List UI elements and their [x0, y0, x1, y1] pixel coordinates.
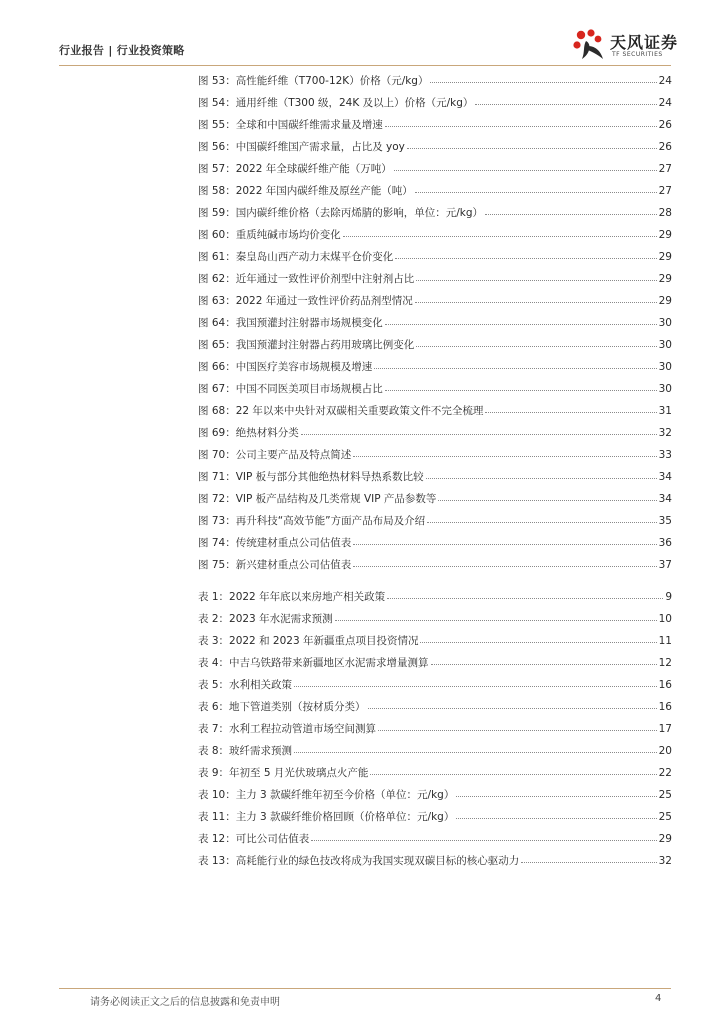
- figure-list: [198, 66, 672, 572]
- figure-entry[interactable]: [198, 396, 672, 418]
- dot-leader: [353, 456, 656, 457]
- toc-entry-title: 图 67：中国不同医美项目市场规模占比: [198, 383, 383, 395]
- toc-entry-title: 图 56：中国碳纤维国产需求量，占比及 yoy: [198, 141, 405, 153]
- toc-entry-title: 图 54：通用纤维（T300 级，24K 及以上）价格（元/kg）: [198, 97, 474, 109]
- toc-page-number: 29: [658, 273, 672, 285]
- figure-entry[interactable]: [198, 308, 672, 330]
- dot-leader: [387, 598, 663, 599]
- dot-leader: [294, 686, 657, 687]
- dot-leader: [427, 522, 657, 523]
- figure-entry[interactable]: [198, 330, 672, 352]
- dot-leader: [385, 390, 657, 391]
- figure-entry[interactable]: [198, 440, 672, 462]
- table-entry[interactable]: [198, 824, 672, 846]
- table-of-contents: [198, 66, 672, 868]
- toc-page-number: 9: [665, 591, 672, 603]
- dot-leader: [475, 104, 656, 105]
- figure-entry[interactable]: [198, 264, 672, 286]
- toc-page-number: 25: [658, 811, 672, 823]
- toc-page-number: 24: [658, 97, 672, 109]
- toc-entry-title: 图 75：新兴建材重点公司估值表: [198, 559, 352, 571]
- table-list: [198, 582, 672, 868]
- table-entry[interactable]: [198, 846, 672, 868]
- toc-entry-title: 图 58：2022 年国内碳纤维及原丝产能（吨）: [198, 185, 413, 197]
- dot-leader: [294, 752, 657, 753]
- dot-leader: [430, 82, 656, 83]
- dot-leader: [395, 258, 656, 259]
- toc-entry-title: 图 72：VIP 板产品结构及几类常规 VIP 产品参数等: [198, 493, 437, 505]
- toc-page-number: 16: [658, 701, 672, 713]
- figure-entry[interactable]: [198, 352, 672, 374]
- toc-page-number: 34: [658, 493, 672, 505]
- toc-entry-title: 图 59：国内碳纤维价格（去除丙烯腈的影响，单位：元/kg）: [198, 207, 483, 219]
- dot-leader: [431, 664, 657, 665]
- toc-page-number: 26: [658, 119, 672, 131]
- toc-page-number: 32: [658, 427, 672, 439]
- dot-leader: [415, 192, 657, 193]
- toc-page-number: 34: [658, 471, 672, 483]
- dot-leader: [485, 412, 656, 413]
- report-category: 行业报告 | 行业投资策略: [59, 44, 185, 57]
- toc-entry-title: 表 5：水利相关政策: [198, 679, 293, 691]
- toc-page-number: 16: [658, 679, 672, 691]
- figure-entry[interactable]: [198, 242, 672, 264]
- toc-entry-title: 表 2：2023 年水泥需求预测: [198, 613, 333, 625]
- dot-leader: [343, 236, 657, 237]
- dot-leader: [378, 730, 657, 731]
- toc-page-number: 30: [658, 339, 672, 351]
- toc-page-number: 27: [658, 185, 672, 197]
- figure-entry[interactable]: [198, 418, 672, 440]
- figure-entry[interactable]: [198, 110, 672, 132]
- dot-leader: [456, 796, 656, 797]
- toc-entry-title: 表 10：主力 3 款碳纤维年初至今价格（单位：元/kg）: [198, 789, 455, 801]
- toc-page-number: 32: [658, 855, 672, 867]
- dot-leader: [407, 148, 657, 149]
- toc-page-number: 37: [658, 559, 672, 571]
- toc-page-number: 33: [658, 449, 672, 461]
- dot-leader: [368, 708, 657, 709]
- logo-chinese-name: 天风证券: [610, 33, 679, 52]
- toc-entry-title: 图 61：秦皇岛山西产动力末煤平仓价变化: [198, 251, 394, 263]
- figure-entry[interactable]: [198, 286, 672, 308]
- flower-logo-icon: [570, 26, 608, 64]
- figure-entry[interactable]: [198, 66, 672, 88]
- figure-entry[interactable]: [198, 374, 672, 396]
- figure-entry[interactable]: [198, 198, 672, 220]
- toc-page-number: 30: [658, 361, 672, 373]
- toc-page-number: 35: [658, 515, 672, 527]
- table-entry[interactable]: [198, 736, 672, 758]
- table-entry[interactable]: [198, 648, 672, 670]
- dot-leader: [420, 642, 656, 643]
- toc-entry-title: 表 13：高耗能行业的绿色技改将成为我国实现双碳目标的核心驱动力: [198, 855, 520, 867]
- dot-leader: [301, 434, 657, 435]
- dot-leader: [353, 566, 656, 567]
- toc-entry-title: 图 71：VIP 板与部分其他绝热材料导热系数比较: [198, 471, 424, 483]
- dot-leader: [521, 862, 656, 863]
- toc-page-number: 25: [658, 789, 672, 801]
- toc-entry-title: 图 60：重质纯碱市场均价变化: [198, 229, 341, 241]
- figure-entry[interactable]: [198, 550, 672, 572]
- toc-page-number: 11: [658, 635, 672, 647]
- dot-leader: [456, 818, 656, 819]
- disclaimer-text: 请务必阅读正文之后的信息披露和免责申明: [90, 997, 280, 1008]
- logo-english-name: TF SECURITIES: [612, 51, 663, 58]
- toc-page-number: 29: [658, 251, 672, 263]
- toc-entry-title: 图 57：2022 年全球碳纤维产能（万吨）: [198, 163, 392, 175]
- toc-entry-title: 图 66：中国医疗美容市场规模及增速: [198, 361, 373, 373]
- toc-entry-title: 图 53：高性能纤维（T700-12K）价格（元/kg）: [198, 75, 429, 87]
- toc-entry-title: 表 8：玻纤需求预测: [198, 745, 293, 757]
- toc-entry-title: 图 65：我国预灌封注射器占药用玻璃比例变化: [198, 339, 415, 351]
- dot-leader: [385, 324, 657, 325]
- toc-entry-title: 表 6：地下管道类别（按材质分类）: [198, 701, 366, 713]
- company-logo: [570, 26, 680, 66]
- toc-entry-title: 表 11：主力 3 款碳纤维价格回顾（价格单位：元/kg）: [198, 811, 455, 823]
- toc-page-number: 31: [658, 405, 672, 417]
- toc-entry-title: 图 62：近年通过一致性评价剂型中注射剂占比: [198, 273, 415, 285]
- toc-entry-title: 图 74：传统建材重点公司估值表: [198, 537, 352, 549]
- toc-entry-title: 图 69：绝热材料分类: [198, 427, 299, 439]
- table-entry[interactable]: [198, 582, 672, 604]
- table-entry[interactable]: [198, 692, 672, 714]
- dot-leader: [335, 620, 657, 621]
- figure-entry[interactable]: [198, 462, 672, 484]
- footer-divider: [59, 988, 671, 989]
- dot-leader: [485, 214, 657, 215]
- toc-entry-title: 表 7：水利工程拉动管道市场空间测算: [198, 723, 377, 735]
- toc-page-number: 26: [658, 141, 672, 153]
- dot-leader: [416, 346, 656, 347]
- table-entry[interactable]: [198, 670, 672, 692]
- toc-page-number: 28: [658, 207, 672, 219]
- toc-entry-title: 表 3：2022 和 2023 年新疆重点项目投资情况: [198, 635, 419, 647]
- dot-leader: [353, 544, 656, 545]
- toc-page-number: 30: [658, 317, 672, 329]
- dot-leader: [394, 170, 657, 171]
- toc-entry-title: 表 1：2022 年年底以来房地产相关政策: [198, 591, 386, 603]
- dot-leader: [311, 840, 656, 841]
- dot-leader: [438, 500, 656, 501]
- figure-entry[interactable]: [198, 176, 672, 198]
- toc-entry-title: 表 9：年初至 5 月光伏玻璃点火产能: [198, 767, 369, 779]
- toc-entry-title: 图 55：全球和中国碳纤维需求量及增速: [198, 119, 383, 131]
- toc-page-number: 30: [658, 383, 672, 395]
- section-gap: [198, 572, 672, 582]
- toc-page-number: 12: [658, 657, 672, 669]
- toc-page-number: 29: [658, 229, 672, 241]
- dot-leader: [426, 478, 657, 479]
- figure-entry[interactable]: [198, 88, 672, 110]
- table-entry[interactable]: [198, 604, 672, 626]
- figure-entry[interactable]: [198, 220, 672, 242]
- toc-entry-title: 图 63：2022 年通过一致性评价药品剂型情况: [198, 295, 413, 307]
- toc-page-number: 17: [658, 723, 672, 735]
- toc-page-number: 29: [658, 833, 672, 845]
- dot-leader: [415, 302, 657, 303]
- toc-page-number: 27: [658, 163, 672, 175]
- toc-entry-title: 表 12：可比公司估值表: [198, 833, 310, 845]
- dot-leader: [416, 280, 656, 281]
- toc-page-number: 24: [658, 75, 672, 87]
- dot-leader: [374, 368, 656, 369]
- figure-entry[interactable]: [198, 484, 672, 506]
- figure-entry[interactable]: [198, 132, 672, 154]
- figure-entry[interactable]: [198, 154, 672, 176]
- table-entry[interactable]: [198, 626, 672, 648]
- toc-page-number: 20: [658, 745, 672, 757]
- toc-entry-title: 图 64：我国预灌封注射器市场规模变化: [198, 317, 383, 329]
- table-entry[interactable]: [198, 758, 672, 780]
- toc-page-number: 36: [658, 537, 672, 549]
- dot-leader: [385, 126, 657, 127]
- table-entry[interactable]: [198, 714, 672, 736]
- dot-leader: [370, 774, 656, 775]
- figure-entry[interactable]: [198, 506, 672, 528]
- toc-entry-title: 表 4：中吉乌铁路带来新疆地区水泥需求增量测算: [198, 657, 429, 669]
- toc-page-number: 22: [658, 767, 672, 779]
- toc-entry-title: 图 73：再升科技“高效节能”方面产品布局及介绍: [198, 515, 426, 527]
- figure-entry[interactable]: [198, 528, 672, 550]
- toc-entry-title: 图 68：22 年以来中央针对双碳相关重要政策文件不完全梳理: [198, 405, 484, 417]
- table-entry[interactable]: [198, 802, 672, 824]
- page-number: 4: [655, 993, 662, 1004]
- toc-page-number: 10: [658, 613, 672, 625]
- table-entry[interactable]: [198, 780, 672, 802]
- toc-page-number: 29: [658, 295, 672, 307]
- toc-entry-title: 图 70：公司主要产品及特点简述: [198, 449, 352, 461]
